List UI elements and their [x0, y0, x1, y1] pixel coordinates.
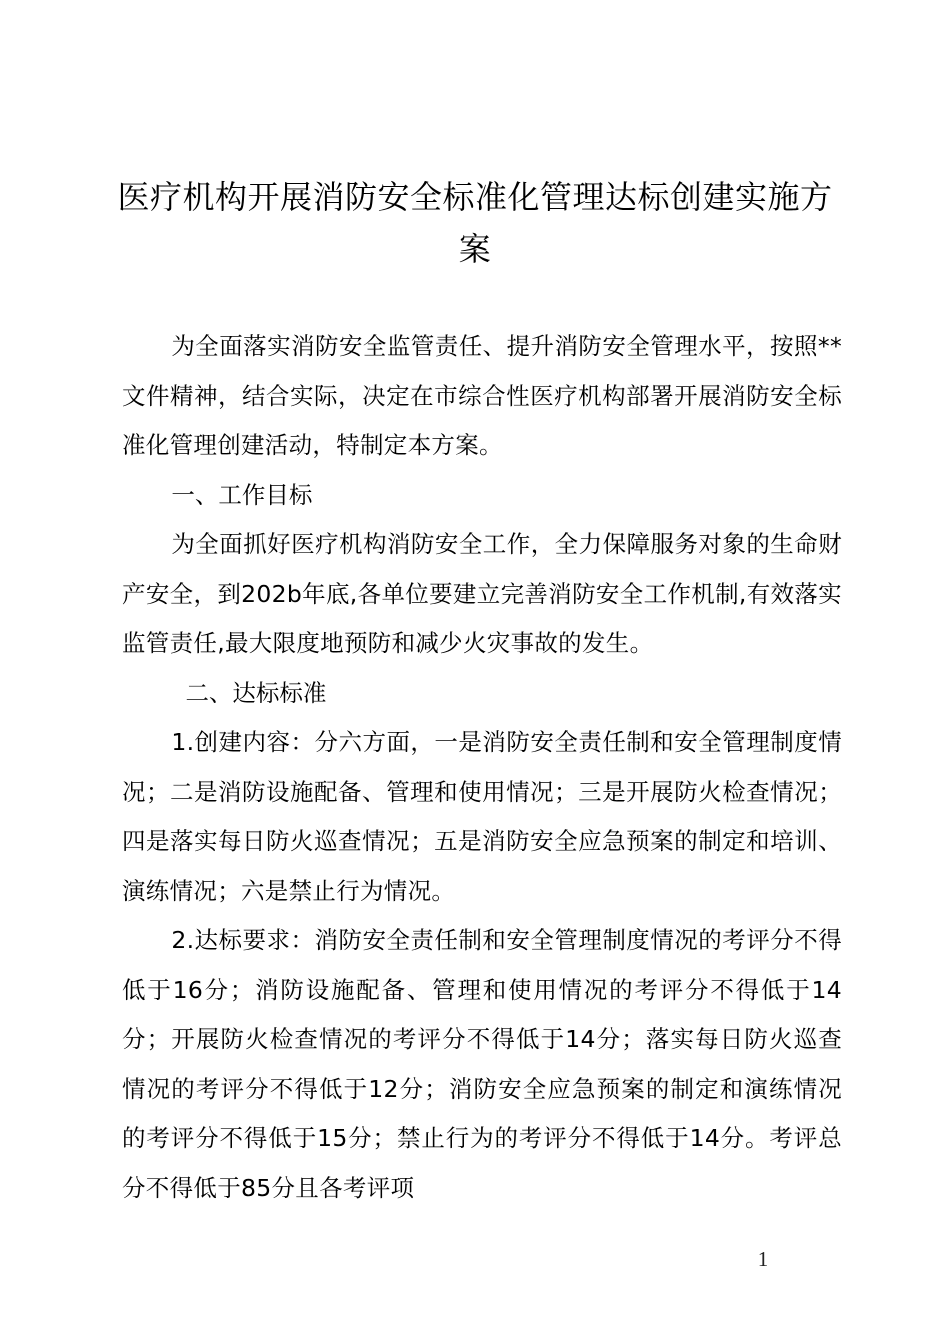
- intro-paragraph: 为全面落实消防安全监管责任、提升消防安全管理水平，按照**文件精神，结合实际，决定在市综合性医疗机构部署开展消防安全标准化管理创建活动，特制定本方案。: [122, 332, 842, 459]
- work-goal-paragraph: 为全面抓好医疗机构消防安全工作，全力保障服务对象的生命财产安全，到202b年底,各单位要建立完善消防安全工作机制,有效落实监管责任,最大限度地预防和减少火灾事故的发生。: [122, 530, 842, 657]
- document-title: 医疗机构开展消防安全标准化管理达标创建实施方案: [117, 178, 833, 268]
- page-number: 1: [757, 1247, 769, 1271]
- section-heading-work-goal: 一、工作目标: [171, 480, 313, 509]
- requirements-paragraph: 2.达标要求：消防安全责任制和安全管理制度情况的考评分不得低于16分；消防设施配备、管理和使用情况的考评分不得低于14分；开展防火检查情况的考评分不得低于14分；落实每日防火巡查情况的考评分不得低于12分；消防安全应急预案的制定和演练情况的考评分不得低于15分；禁止行为的考评分不得低于14分。考评总分不得低于85分且各考评项: [122, 926, 842, 1202]
- section-heading-standards: 二、达标标准: [185, 678, 327, 707]
- document-body: [122, 322, 842, 1213]
- creation-content-paragraph: 1.创建内容：分六方面，一是消防安全责任制和安全管理制度情况；二是消防设施配备、管理和使用情况；三是开展防火检查情况；四是落实每日防火巡查情况；五是消防安全应急预案的制定和培训、演练情况；六是禁止行为情况。: [122, 728, 842, 905]
